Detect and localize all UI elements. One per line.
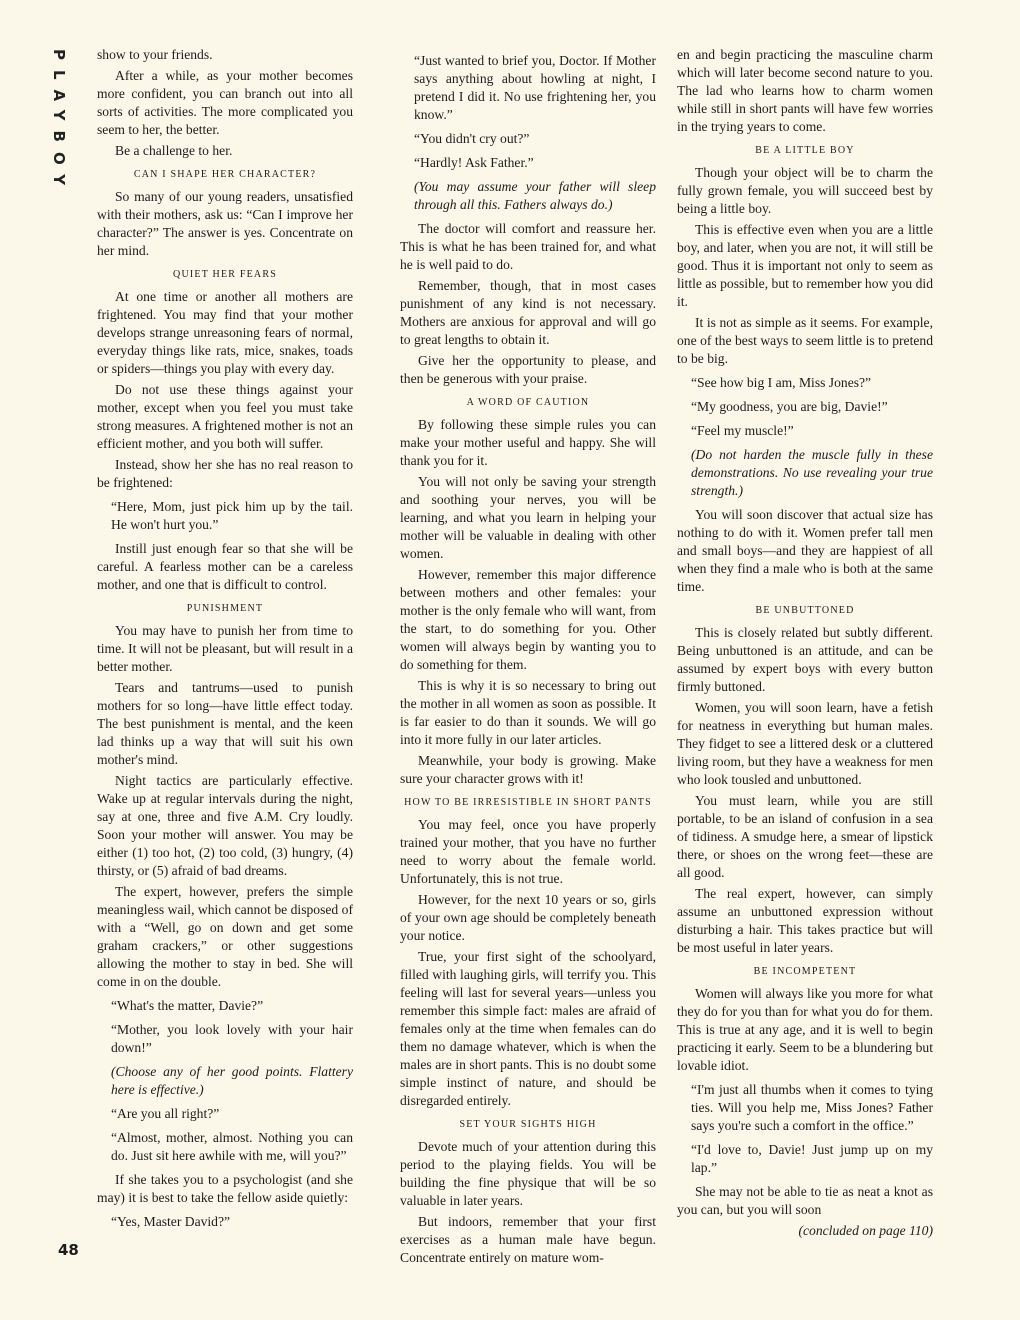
paragraph: Instead, show her she has no real reason to be frightened: [97,457,353,490]
page-number: 48 [58,1241,79,1259]
dialogue-line: “Yes, Master David?” [111,1214,231,1229]
paragraph: The expert, however, prefers the simple meaningless wail, which cannot be disposed of with a “Well, go on down and get some graham crackers,” or other suggestions allowing the mother to stay in bed. She will come in on the double. [97,884,353,989]
dialogue-line: “Are you all right?” [111,1106,220,1121]
paragraph: Do not use these things against your mother, except when you feel you must take strong measures. A frightened mother is not an efficient mother, and you both will suffer. [97,382,353,451]
paragraph: At one time or another all mothers are frightened. You may find that your mother develops strange unreasoning fears of normal, everyday things like rats, mice, snakes, toads or spiders—things you play with every day. [97,289,353,376]
paragraph: After a while, as your mother becomes more confident, you can branch out into all sorts of activities. The more complicated you seem to her, the better. [97,68,353,137]
paragraph: Night tactics are particularly effective. Wake up at regular intervals during the night, say at one, three and five A.M. Cry loudly. Soon your mother will answer. You may be either (1) too hot, (2) too cold, (3) hungry, (4) thirsty, or (5) afraid of bad dreams. [97,773,353,878]
paragraph: If she takes you to a psychologist (and she may) it is best to take the fellow aside quietly: [97,1172,353,1205]
paragraph: Give her the opportunity to please, and then be generous with your praise. [400,353,656,386]
dialogue-line: “Just wanted to brief you, Doctor. If Mother says anything about howling at night, I pretend I did it. No use frightening her, you know.” [414,53,656,122]
paragraph: Though your object will be to charm the fully grown female, you will succeed best by being a little boy. [677,165,933,216]
paragraph: This is effective even when you are a little boy, and later, when you are not, it will still be good. Thus it is important not only to seem as little as possible, but to remember how you did it. [677,222,933,309]
paragraph: Women will always like you more for what they do for you than for what you do for them. This is true at any age, and it is well to begin practicing it early. Seem to be a blundering but lovable idiot. [677,986,933,1073]
paragraph: She may not be able to tie as neat a knot as you can, but you will soon [677,1184,933,1217]
paragraph: You must learn, while you are still portable, to be an island of confusion in a sea of tidiness. A smudge here, a smear of lipstick there, or shoes on the wrong feet—these are all good. [677,793,933,880]
paragraph: The doctor will comfort and reassure her. This is what he has been trained for, and what he is well paid to do. [400,221,656,272]
paragraph: It is not as simple as it seems. For example, one of the best ways to seem little is to pretend to be big. [677,315,933,366]
dialogue-line: “Hardly! Ask Father.” [414,155,534,170]
continuation-note: (concluded on page 110) [798,1223,933,1238]
section-heading: SET YOUR SIGHTS HIGH [459,1119,597,1130]
paragraph: Tears and tantrums—used to punish mothers for so long—have little effect today. The best punishment is mental, and the keen lad thinks up a way that will suit his own mother's mind. [97,680,353,767]
dialogue-line: “Mother, you look lovely with your hair down!” [111,1022,353,1055]
stage-note: (Do not harden the muscle fully in these demonstrations. No use revealing your true strength.) [691,447,933,498]
section-heading: A WORD OF CAUTION [466,397,590,408]
paragraph: You will soon discover that actual size has nothing to do with it. Women prefer tall men and small boys—and they are happiest of all when they find a male who is both at the same time. [677,507,933,594]
dialogue-line: “My goodness, you are big, Davie!” [691,399,888,414]
section-heading: PUNISHMENT [186,603,264,614]
paragraph: However, remember this major difference between mothers and other females: your mother is the only female who will want, from the start, to do something for you. Other women will always begin by wanting you to do something for them. [400,567,656,672]
dialogue-line: “Feel my muscle!” [691,423,794,438]
paragraph: You will not only be saving your strength and soothing your nerves, you will be learning, and what you learn in helping your mother will be valuable in dealing with other women. [400,474,656,561]
dialogue-line: “See how big I am, Miss Jones?” [691,375,872,390]
article-column-1 [97,46,353,1237]
paragraph: True, your first sight of the schoolyard, filled with laughing girls, will terrify you. This feeling will last for several years—unless you remember this simple fact: males are afraid of females only at the time when females can do them no damage whatever, which is when the males are in short pants. This is no doubt some simple instinct of nature, and should be disregarded entirely. [400,949,656,1108]
paragraph: However, for the next 10 years or so, girls of your own age should be completely beneath your notice. [400,892,656,943]
paragraph: Meanwhile, your body is growing. Make sure your character grows with it! [400,753,656,786]
article-column-3 [677,46,933,1243]
paragraph: You may have to punish her from time to time. It will not be pleasant, but will result in a better mother. [97,623,353,674]
dialogue-line: “Almost, mother, almost. Nothing you can do. Just sit here awhile with me, will you?” [111,1130,353,1163]
paragraph: Women, you will soon learn, have a fetish for neatness in everything but human males. They fidget to see a littered desk or a cluttered living room, but they have a weakness for men who look tousled and unbuttoned. [677,700,933,787]
paragraph: This is closely related but subtly different. Being unbuttoned is an attitude, and can be assumed by expert boys with every button firmly buttoned. [677,625,933,694]
section-heading: CAN I SHAPE HER CHARACTER? [133,169,317,180]
paragraph: The real expert, however, can simply assume an unbuttoned expression without disturbing a hair. This takes practice but will be most useful in later years. [677,886,933,955]
paragraph: Be a challenge to her. [115,143,233,158]
paragraph: But indoors, remember that your first exercises as a human male have begun. Concentrate entirely on mature wom- [400,1214,656,1265]
section-heading: BE A LITTLE BOY [755,145,855,156]
dialogue-line: “I'd love to, Davie! Just jump up on my lap.” [691,1142,933,1175]
paragraph: en and begin practicing the masculine charm which will later become second nature to you. The lad who learns how to charm women while still in short pants will have few worries in the trying years to come. [677,47,933,134]
stage-note: (You may assume your father will sleep through all this. Fathers always do.) [414,179,656,212]
paragraph: By following these simple rules you can make your mother useful and happy. She will thank you for it. [400,417,656,468]
paragraph: Devote much of your attention during this period to the playing fields. You will be building the fine physique that will be so valuable in later years. [400,1139,656,1208]
stage-note: (Choose any of her good points. Flattery here is effective.) [111,1064,353,1097]
paragraph: Instill just enough fear so that she will be careful. A fearless mother can be a careless mother, and one that is difficult to control. [97,541,353,592]
masthead: PLAYBOY [50,48,69,196]
dialogue-line: “Here, Mom, just pick him up by the tail. He won't hurt you.” [111,499,353,532]
section-heading: QUIET HER FEARS [173,269,277,280]
dialogue-line: “You didn't cry out?” [414,131,530,146]
dialogue-line: “I'm just all thumbs when it comes to tying ties. Will you help me, Miss Jones? Father says you're such a comfort in the office.” [691,1082,933,1133]
section-heading: BE UNBUTTONED [755,605,855,616]
paragraph: show to your friends. [97,47,213,62]
section-heading: BE INCOMPETENT [753,966,857,977]
section-heading: HOW TO BE IRRESISTIBLE IN SHORT PANTS [404,797,652,808]
dialogue-line: “What's the matter, Davie?” [111,998,264,1013]
paragraph: You may feel, once you have properly trained your mother, that you have no further need to worry about the female world. Unfortunately, this is not true. [400,817,656,886]
paragraph: Remember, though, that in most cases punishment of any kind is not necessary. Mothers are anxious for approval and will go to great lengths to obtain it. [400,278,656,347]
paragraph: This is why it is so necessary to bring out the mother in all women as soon as possible. It is far easier to do than it sounds. We will go into it more fully in our later articles. [400,678,656,747]
paragraph: So many of our young readers, unsatisfied with their mothers, ask us: “Can I improve her character?” The answer is yes. Concentrate on her mind. [97,189,353,258]
article-column-2 [400,46,656,1270]
